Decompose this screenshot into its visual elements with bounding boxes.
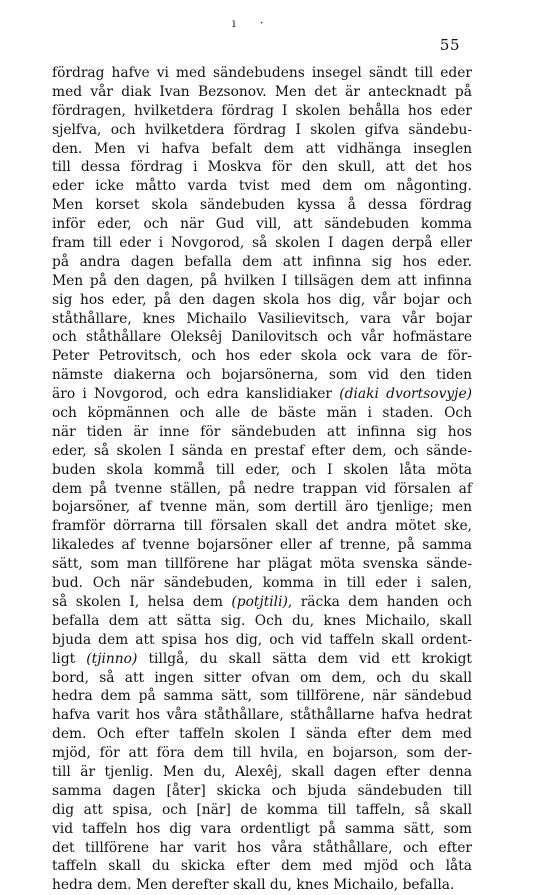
text-line: inför eder, och när Gud vill, att sändebuden komma bbox=[52, 216, 472, 233]
body-text bbox=[52, 64, 472, 895]
text-line: dig att spisa, och [när] de komma till taffeln, så skall bbox=[52, 801, 472, 818]
text-line: taffeln skall du skicka efter dem med mjöd och låta bbox=[52, 858, 472, 875]
italic-term: (diaki dvortsovyje) bbox=[339, 386, 472, 403]
text-line: fördragen, hvilketdera fördrag I skolen behålla hos eder bbox=[52, 102, 472, 119]
text-line: med vår diak Ivan Bezsonov. Men det är antecknadt på bbox=[52, 83, 472, 100]
text-line: den. Men vi hafva befalt dem att vidhänga inseglen bbox=[52, 140, 472, 157]
text-line: eder, så skolen I sända en prestaf efter dem, och sände- bbox=[52, 442, 472, 459]
text-line: samma dagen [åter] skicka och bjuda sändebuden till bbox=[52, 782, 472, 799]
text-line: framför dörrarna till försalen skall det andra mötet ske, bbox=[52, 518, 472, 535]
text-line: Men på den dagen, på hvilken I tillsägen dem att infinna bbox=[52, 272, 472, 289]
text-line: ligt (tjinno) tillgå, du skall sätta dem vid ett krokigt bbox=[52, 650, 472, 667]
text-line: Peter Petrovitsch, och hos eder skola ock vara de för- bbox=[52, 348, 472, 365]
text-line: ståthållare, knes Michailo Vasilievitsch, vara vår bojar bbox=[52, 310, 472, 327]
text-line: vid taffeln hos dig vara ordentligt på samma sätt, som bbox=[52, 820, 472, 837]
text-line: hedra dem. Men derefter skall du, knes Michailo, befalla. bbox=[52, 877, 455, 894]
text-line: fram till eder i Novgorod, så skolen I dagen derpå eller bbox=[52, 235, 472, 252]
text-line: så skolen I, helsa dem (potjtili), räcka dem handen och bbox=[52, 593, 472, 610]
text-line: befalla dem att sätta sig. Och du, knes Michailo, skall bbox=[52, 612, 472, 629]
text-line: sätt, som man tillförene har plägat möta svenska sände- bbox=[52, 556, 472, 573]
text-line: när tiden är inne för sändebuden att infinna sig hos bbox=[52, 423, 472, 440]
text-line: fördrag hafve vi med sändebudens insegel sändt till eder bbox=[52, 65, 472, 81]
text-line: till är tjenlig. Men du, Alexêj, skall dagen efter denna bbox=[52, 763, 472, 780]
text-line: buden skola kommå till eder, och I skolen låta möta bbox=[52, 461, 472, 478]
text-line: äro i Novgorod, och edra kanslidiaker (diaki dvortsovyje) bbox=[52, 386, 472, 403]
italic-term: (tjinno) bbox=[86, 650, 138, 667]
text-line: sjelfva, och hvilketdera fördrag I skolen gifva sändebu- bbox=[52, 121, 472, 138]
text-line: och ståthållare Oleksêj Danilovitsch och vår hofmästare bbox=[52, 329, 472, 346]
text-line: och köpmännen och alle de bäste män i staden. Och bbox=[52, 405, 472, 422]
text-line: nämste diakerna och bojarsönerna, som vid den tiden bbox=[52, 367, 472, 384]
text-line: dem. Och efter taffeln skolen I sända efter dem med bbox=[52, 726, 472, 743]
text-line: eder icke måtto varda tvist med dem om någonting. bbox=[52, 178, 472, 195]
text-line: bud. Och när sändebuden, komma in till eder i salen, bbox=[52, 575, 472, 592]
print-specks: ı · bbox=[232, 16, 274, 30]
text-line: hedra dem på samma sätt, som tillförene, när sändebud bbox=[52, 688, 472, 705]
text-line: hafva varit hos våra ståthållare, ståthållarne hafva hedrat bbox=[52, 707, 472, 724]
text-line: bjuda dem att spisa hos dig, och vid taffeln skall ordent- bbox=[52, 631, 472, 648]
text-line: till dessa fördrag i Moskva för den skull, att det hos bbox=[52, 159, 472, 176]
text-line: dem på tvenne ställen, på nedre trappan vid försalen af bbox=[52, 480, 472, 497]
text-line: bojarsöner, af tvenne män, som dertill äro tjenlige; men bbox=[52, 499, 472, 516]
page-number: 55 bbox=[439, 36, 460, 54]
text-line: det tillförene har varit hos våra ståthållare, och efter bbox=[52, 839, 472, 856]
text-line: mjöd, för att föra dem till hvila, en bojarson, som der- bbox=[52, 745, 472, 762]
text-line: på andra dagen befalla dem att infinna sig hos eder. bbox=[52, 253, 472, 270]
text-line: bord, så att ingen sitter ofvan om dem, och du skall bbox=[52, 669, 472, 686]
text-line: likaledes af tvenne bojarsöner eller af trenne, på samma bbox=[52, 537, 472, 554]
italic-term: (potjtili) bbox=[231, 593, 288, 610]
text-line: Men korset skola sändebuden kyssa å dessa fördrag bbox=[52, 197, 472, 214]
text-line: sig hos eder, på den dagen skola hos dig, vår bojar och bbox=[52, 291, 472, 308]
